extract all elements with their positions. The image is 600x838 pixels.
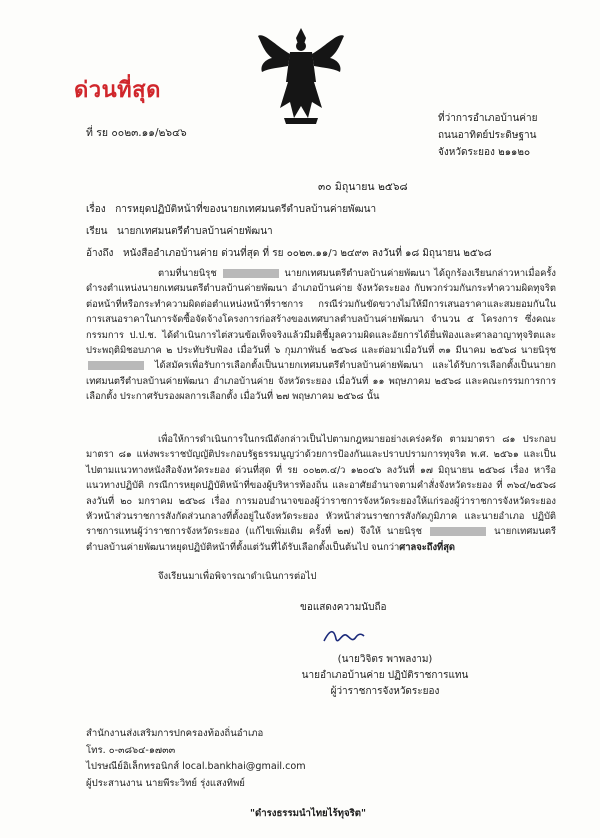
para2-text: เพื่อให้การดำเนินการในกรณีดังกล่าวเป็นไปตามกฎหมายอย่างเคร่งครัด ตามมาตรา ๘๑ ประกอบมาตรา ๘๑ แห่งพระราชบัญญัติประกอบรัฐธรรมนูญว่าด้วยการป้องกันและปราบปรามการทุจริต พ.ศ. ๒๕๖๑ และเป็นไปตามแนวทางหนังสือจังหวัดระยอง ด่วนที่สุด ที่ รย ๐๐๒๓.๔/ว ๑๒๐๔๖ ลงวันที่ ๑๗ มิถุนายน ๒๕๖๘ เรื่อง หารือแนวทางปฏิบัติ กรณีการหยุดปฏิบัติหน้าที่ของผู้บริหารท้องถิ่น และอาศัยอำนาจตามคำสั่งจังหวัดระยอง ที่ ๓๖๔/๒๕๖๘ ลงวันที่ ๒๐ มกราคม ๒๕๖๘ เรื่อง การมอบอำนาจของผู้ว่าราชการจังหวัดระยองให้แก่รองผู้ว่าราชการจังหวัดระยอง หัวหน้าส่วนราชการสังกัดส่วนกลางที่ตั้งอยู่ในจังหวัดระยอง หัวหน้าส่วนราชการสังกัดภูมิภาค และนายอำเภอ ปฏิบัติราชการแทนผู้ว่าราชการจังหวัดระยอง (แก้ไขเพิ่มเติม ครั้งที่ ๒๗) จึงให้ นายนิรุช: [86, 434, 556, 538]
closing-respect: ขอแสดงความนับถือ: [300, 602, 387, 613]
para2-text: จะถึงที่สุด: [416, 541, 456, 553]
body-paragraph-2: [86, 432, 556, 555]
redacted-name: [430, 527, 486, 536]
body-paragraph-1: [86, 266, 556, 405]
body-paragraph-3: [86, 569, 556, 584]
recipient-line: [86, 224, 273, 240]
footer-coordinator: ผู้ประสานงาน นายพีระวิทย์ รุ่งแสงทิพย์: [86, 777, 245, 789]
footer-slogan: "ดำรงธรรมนำไทยไร้ทุจริต": [250, 808, 366, 819]
reference-label: อ้างถึง: [86, 248, 114, 259]
signatory-position: ผู้ว่าราชการจังหวัดระยอง: [330, 686, 440, 697]
subject-line: [86, 202, 376, 218]
footer-contact: [86, 726, 306, 792]
para2-text: นายกเทศมนตรีตำบลบ้านค่ายพัฒนาหยุดปฏิบัติหน้าที่ตั้งแต่วันที่ได้รับเลือกตั้งเป็นต้นไป จนกว่า: [86, 526, 556, 553]
para2-emphasis: ศาล: [399, 541, 417, 553]
subject-label: เรื่อง: [86, 204, 106, 215]
reference-text: หนังสืออำเภอบ้านค่าย ด่วนที่สุด ที่ รย ๐๐๒๓.๑๑/ว ๒๔๙๓ ลงวันที่ ๑๘ มิถุนายน ๒๕๖๘: [123, 248, 492, 259]
recipient-text: นายกเทศมนตรีตำบลบ้านค่ายพัฒนา: [117, 226, 273, 237]
para1-text: ตามที่นายนิรุช: [158, 268, 217, 279]
signatory-name: (นายวิจิตร พาพลงาม): [337, 654, 433, 665]
redacted-name: [88, 361, 144, 370]
footer-phone: โทร. ๐-๓๘๖๔-๑๗๓๓: [86, 744, 176, 756]
letter-date: ๓๐ มิถุนายน ๒๕๖๘: [318, 181, 408, 193]
address-line: จังหวัดระยอง ๒๑๑๒๐: [438, 147, 531, 158]
signature-block: [300, 652, 470, 700]
footer-email: ไปรษณีย์อิเล็กทรอนิกส์ local.bankhai@gmail.com: [86, 761, 306, 772]
reference-number: ที่ รย ๐๐๒๓.๑๑/๒๖๔๖: [86, 127, 187, 139]
redacted-name: [223, 269, 279, 278]
sender-address: [438, 110, 537, 161]
address-line: ที่ว่าการอำเภอบ้านค่าย: [438, 113, 538, 124]
recipient-label: เรียน: [86, 226, 108, 237]
subject-text: การหยุดปฏิบัติหน้าที่ของนายกเทศมนตรีตำบลบ้านค่ายพัฒนา: [115, 204, 377, 215]
reference-line: [86, 246, 492, 262]
address-line: ถนนอาทิตย์ประดิษฐาน: [438, 130, 537, 141]
para1-text: ได้สมัครเพื่อรับการเลือกตั้งเป็นนายกเทศมนตรีตำบลบ้านค่ายพัฒนา และได้รับการเลือกตั้งเป็นนายกเทศมนตรีตำบลบ้านค่ายพัฒนา อำเภอบ้านค่าย จังหวัดระยอง เมื่อวันที่ ๑๑ พฤษภาคม ๒๕๖๘ และคณะกรรมการการเลือกตั้ง ประกาศรับรองผลการเลือกตั้ง เมื่อวันที่ ๒๗ พฤษภาคม ๒๕๖๘ นั้น: [86, 360, 556, 403]
signature-icon: [322, 625, 366, 647]
para3-text: จึงเรียนมาเพื่อพิจารณาดำเนินการต่อไป: [158, 571, 317, 582]
footer-office: สำนักงานส่งเสริมการปกครองท้องถิ่นอำเภอ: [86, 728, 264, 739]
urgency-stamp: ด่วนที่สุด: [74, 78, 161, 103]
garuda-emblem-icon: [254, 22, 348, 126]
para1-text: นายกเทศมนตรีตำบลบ้านค่ายพัฒนา ได้ถูกร้องเรียนกล่าวหาเมื่อครั้งดำรงตำแหน่งนายกเทศมนตรีตำบลบ้านค่ายพัฒนา อำเภอบ้านค่าย จังหวัดระยอง กับพวกร่วมกันกระทำความผิดทุจริตต่อหน้าที่หรือกระทำความผิดต่อตำแหน่งหน้าที่ราชการ กรณีร่วมกันขัดขวางไม่ให้มีการเสนอราคาและสมยอมกันในการเสนอราคาในการจัดซื้อจัดจ้างโครงการก่อสร้างของเทศบาลตำบลบ้านค่ายพัฒนา จำนวน ๕ โครงการ ซึ่งคณะกรรมการ ป.ป.ช. ได้ดำเนินการไต่สวนข้อเท็จจริงแล้วมีมติชี้มูลความผิดและอัยการได้ยื่นฟ้องและศาลอาญาทุจริตและประพฤติมิชอบภาค ๒ ประทับรับฟ้อง เมื่อวันที่ ๖ กุมภาพันธ์ ๒๕๖๘ และต่อมาเมื่อวันที่ ๓๑ มีนาคม ๒๕๖๘ นายนิรุช: [86, 268, 557, 357]
signatory-position: นายอำเภอบ้านค่าย ปฏิบัติราชการแทน: [301, 670, 469, 681]
